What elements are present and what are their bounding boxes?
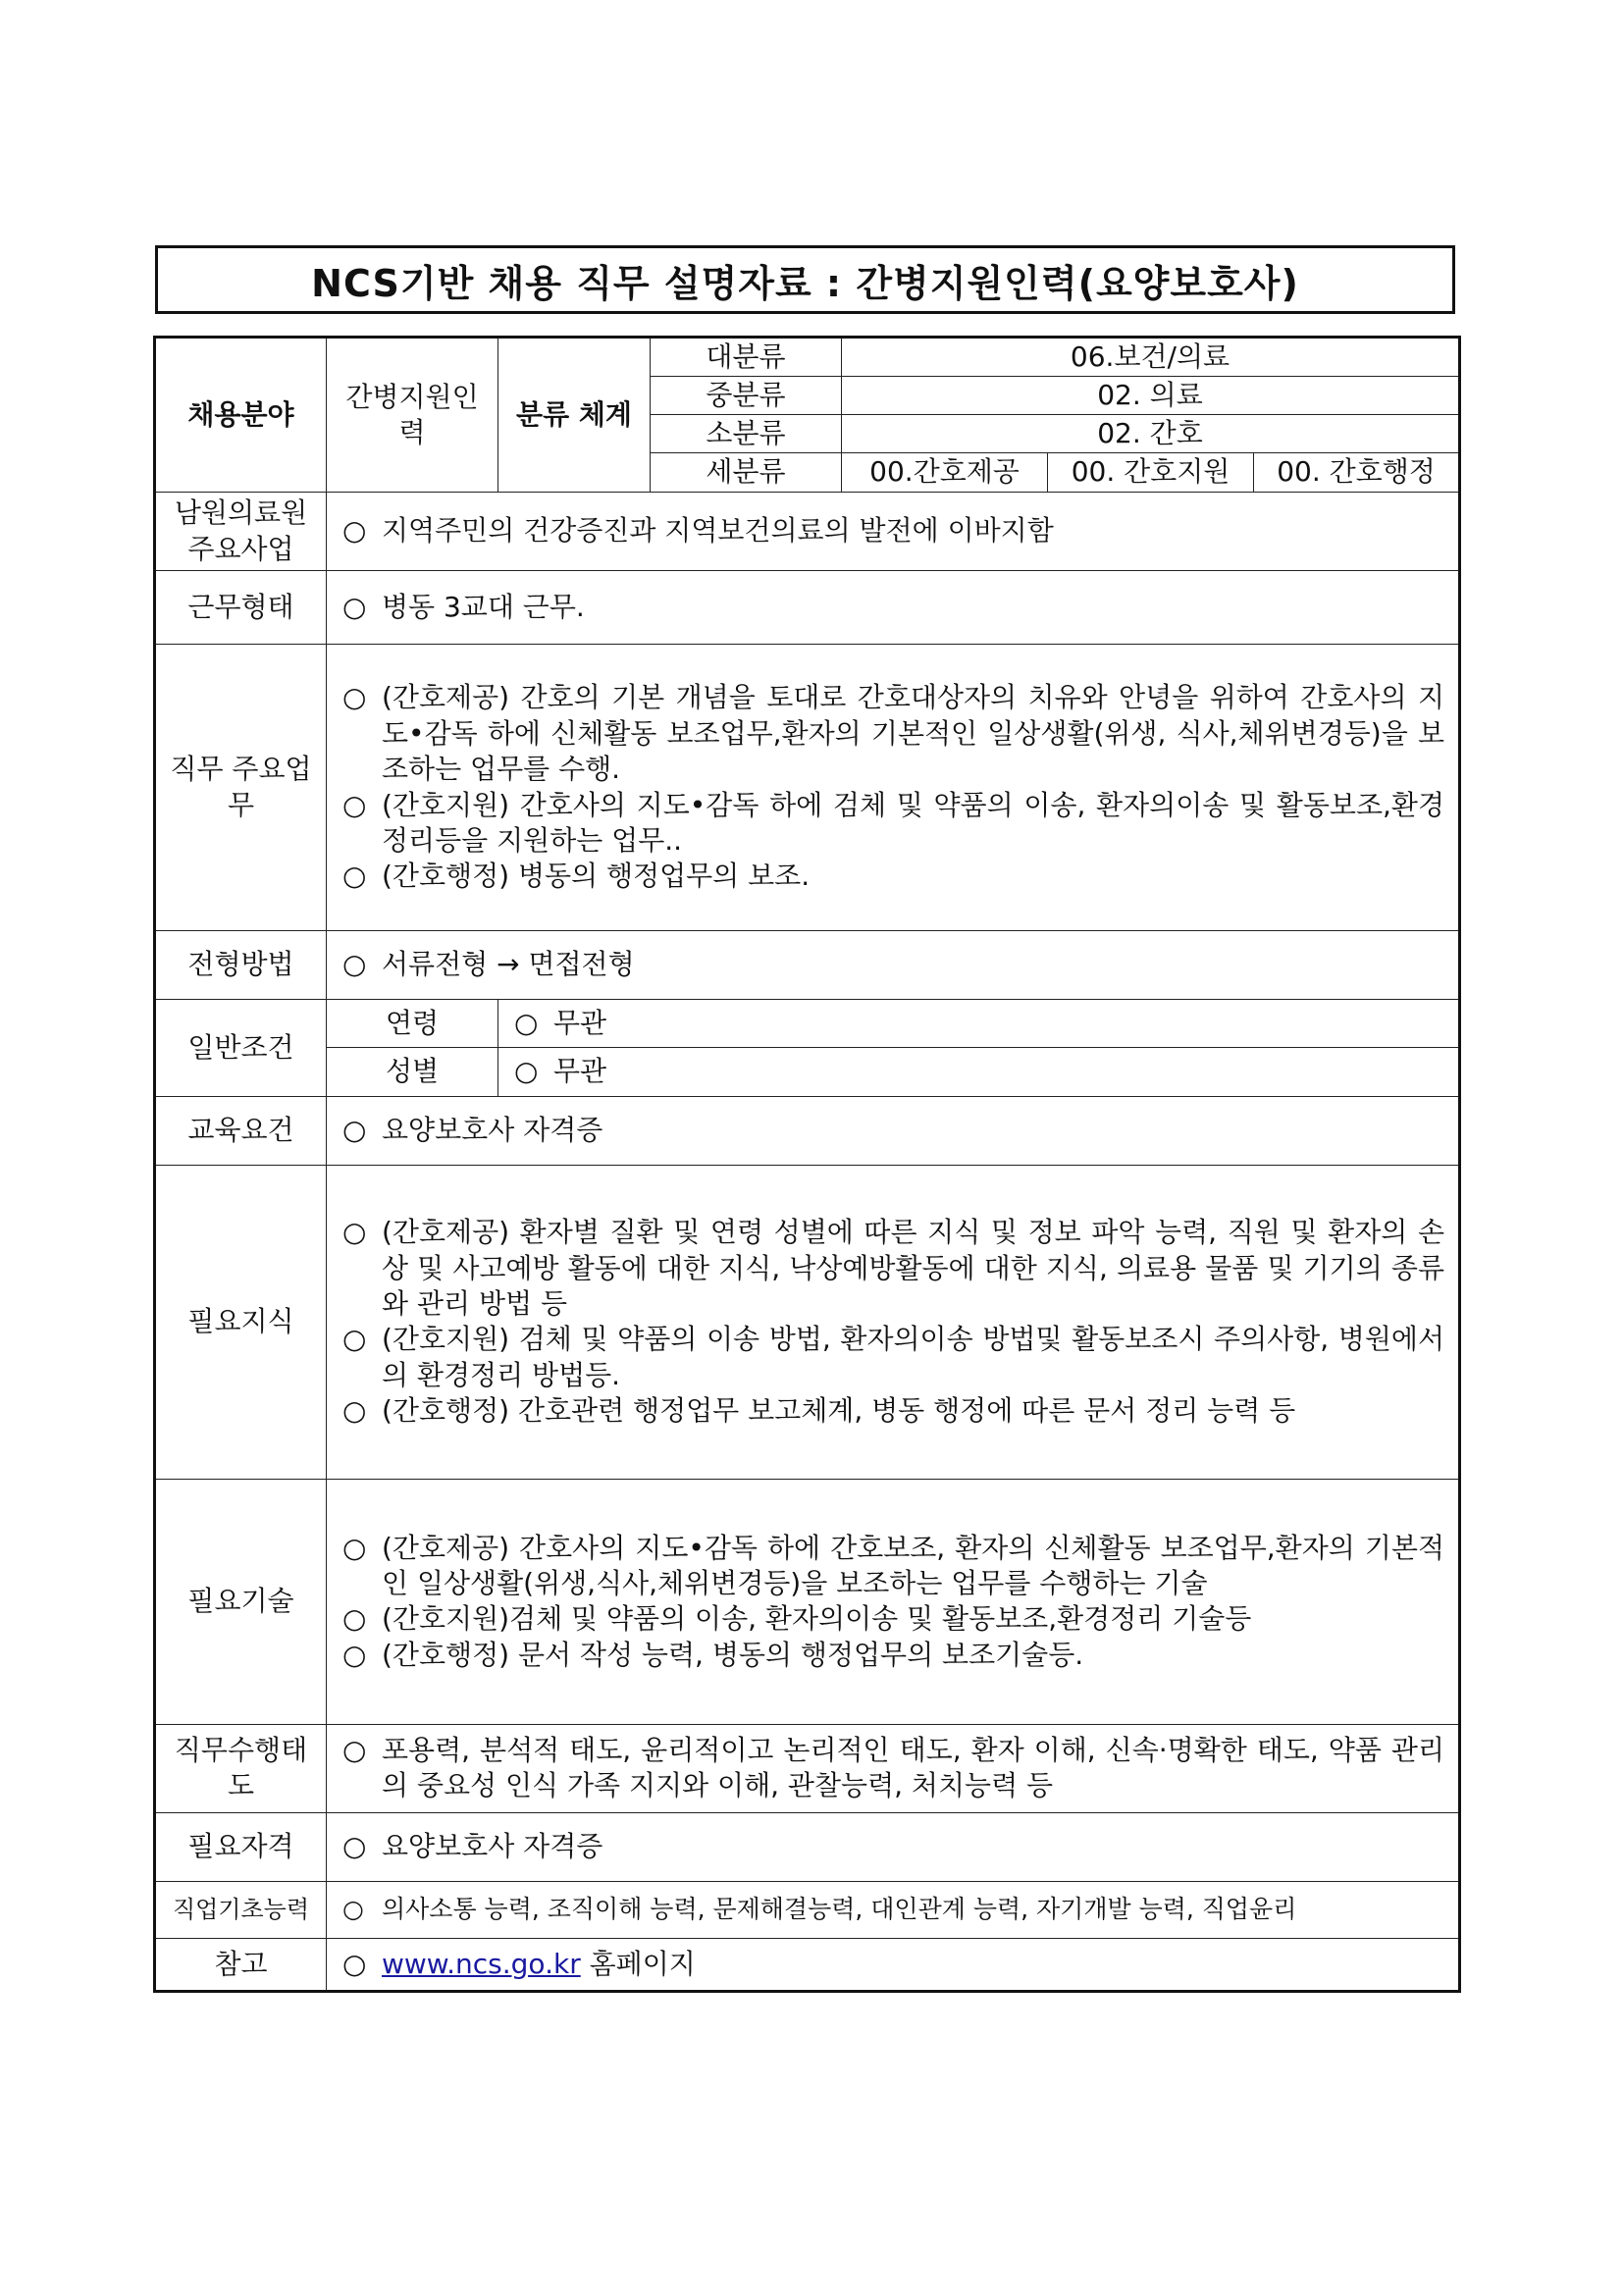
middle-class-value: 02. 의료 (842, 377, 1460, 415)
major-class-value: 06.보건/의료 (842, 338, 1460, 377)
selection-label: 전형방법 (155, 931, 327, 1000)
bullet: ○ (342, 590, 367, 623)
qualification-content (327, 1812, 1460, 1881)
skills-content (327, 1479, 1460, 1724)
bullet: ○ (342, 1114, 367, 1147)
bullet: ○ (342, 1323, 367, 1356)
list-item: ○ (간호행정) 문서 작성 능력, 병동의 행정업무의 보조기술등. (342, 1638, 1444, 1673)
reference-content: ○ www.ncs.go.kr 홈페이지 (327, 1938, 1460, 1991)
work-type-content (327, 571, 1460, 645)
knowledge-content (327, 1165, 1460, 1479)
list-item: ○ (간호지원) 간호사의 지도•감독 하에 검체 및 약품의 이송, 환자의이송 및 활동보조,환경정리등을 지원하는 업무.. (342, 788, 1444, 860)
list-item: ○ 포용력, 분석적 태도, 윤리적이고 논리적인 태도, 환자 이해, 신속·명확한 태도, 약품 관리의 중요성 인식 가족 지지와 이해, 관찰능력, 처치능력 등 (342, 1733, 1444, 1804)
bullet: ○ (342, 1947, 367, 1980)
bullet: ○ (342, 860, 367, 893)
list-item: ○ (간호제공) 간호의 기본 개념을 토대로 간호대상자의 치유와 안녕을 위하여 간호사의 지도•감독 하에 신체활동 보조업무,환자의 기본적인 일상생활(위생, 식사,체위변경등)을 보조하는 업무를 수행. (342, 680, 1444, 787)
bullet: ○ (342, 1216, 367, 1249)
list-item: ○ 병동 3교대 근무. (342, 590, 1444, 625)
list-item: ○ 의사소통 능력, 조직이해 능력, 문제해결능력, 대인관계 능력, 자기개발 능력, 직업윤리 (342, 1894, 1444, 1926)
bullet: ○ (342, 1602, 367, 1636)
reference-label: 참고 (155, 1938, 327, 1991)
bullet: ○ (342, 1895, 364, 1924)
duties-content (327, 645, 1460, 931)
qualification-label: 필요자격 (155, 1812, 327, 1881)
bullet: ○ (342, 1733, 367, 1766)
bullet: ○ (342, 948, 367, 981)
list-item: ○ 요양보호사 자격증 (342, 1829, 1444, 1864)
detail-class-value: 00. 간호지원 (1048, 453, 1254, 493)
minor-class-value: 02. 간호 (842, 415, 1460, 453)
list-item: ○ (간호지원)검체 및 약품의 이송, 환자의이송 및 활동보조,환경정리 기술등 (342, 1601, 1444, 1637)
field-value: 간병지원인력 (327, 338, 498, 493)
business-label: 남원의료원 주요사업 (155, 493, 327, 571)
basic-ability-content (327, 1881, 1460, 1938)
middle-class-label: 중분류 (651, 377, 842, 415)
gender-value: ○ 무관 (498, 1048, 1460, 1096)
gender-label: 성별 (327, 1048, 498, 1096)
age-value: ○ 무관 (498, 1000, 1460, 1048)
detail-class-value: 00. 간호행정 (1254, 453, 1460, 493)
knowledge-label: 필요지식 (155, 1165, 327, 1479)
classification-label: 분류 체계 (498, 338, 651, 493)
skills-label: 필요기술 (155, 1479, 327, 1724)
bullet: ○ (342, 788, 367, 821)
major-class-label: 대분류 (651, 338, 842, 377)
bullet: ○ (342, 514, 367, 548)
basic-ability-label: 직업기초능력 (155, 1881, 327, 1938)
list-item: ○ (간호제공) 간호사의 지도•감독 하에 간호보조, 환자의 신체활동 보조업무,환자의 기본적인 일상생활(위생,식사,체위변경등)을 보조하는 업무를 수행하는 기술 (342, 1531, 1444, 1602)
list-item: ○ 요양보호사 자격증 (342, 1113, 1444, 1148)
bullet: ○ (342, 1531, 367, 1564)
field-label: 채용분야 (155, 338, 327, 493)
document-title: NCS기반 채용 직무 설명자료 : 간병지원인력(요양보호사) (155, 245, 1455, 314)
bullet: ○ (342, 1638, 367, 1671)
attitude-label: 직무수행태도 (155, 1724, 327, 1812)
detail-class-value: 00.간호제공 (842, 453, 1048, 493)
list-item: ○ (간호지원) 검체 및 약품의 이송 방법, 환자의이송 방법및 활동보조시 주의사항, 병원에서의 환경정리 방법등. (342, 1322, 1444, 1393)
age-label: 연령 (327, 1000, 498, 1048)
education-label: 교육요건 (155, 1096, 327, 1165)
work-type-label: 근무형태 (155, 571, 327, 645)
bullet: ○ (342, 681, 367, 714)
minor-class-label: 소분류 (651, 415, 842, 453)
list-item: ○ 지역주민의 건강증진과 지역보건의료의 발전에 이바지함 (342, 513, 1444, 548)
list-item: ○ (간호행정) 간호관련 행정업무 보고체계, 병동 행정에 따른 문서 정리 능력 등 (342, 1393, 1444, 1429)
list-item: ○ 서류전형 → 면접전형 (342, 947, 1444, 982)
ncs-link[interactable]: www.ncs.go.kr (382, 1947, 581, 1980)
selection-content (327, 931, 1460, 1000)
bullet: ○ (342, 1394, 367, 1428)
business-content (327, 493, 1460, 571)
duties-label: 직무 주요업무 (155, 645, 327, 931)
general-label: 일반조건 (155, 1000, 327, 1097)
list-item: ○ (간호행정) 병동의 행정업무의 보조. (342, 859, 1444, 894)
job-description-table (153, 336, 1461, 1993)
attitude-content (327, 1724, 1460, 1812)
education-content (327, 1096, 1460, 1165)
bullet: ○ (514, 1055, 539, 1088)
list-item: ○ (간호제공) 환자별 질환 및 연령 성별에 따른 지식 및 정보 파악 능력, 직원 및 환자의 손상 및 사고예방 활동에 대한 지식, 낙상예방활동에 대한 지식, 의료용 물품 및 기기의 종류와 관리 방법 등 (342, 1215, 1444, 1322)
detail-class-label: 세분류 (651, 453, 842, 493)
bullet: ○ (514, 1007, 539, 1039)
bullet: ○ (342, 1830, 367, 1863)
